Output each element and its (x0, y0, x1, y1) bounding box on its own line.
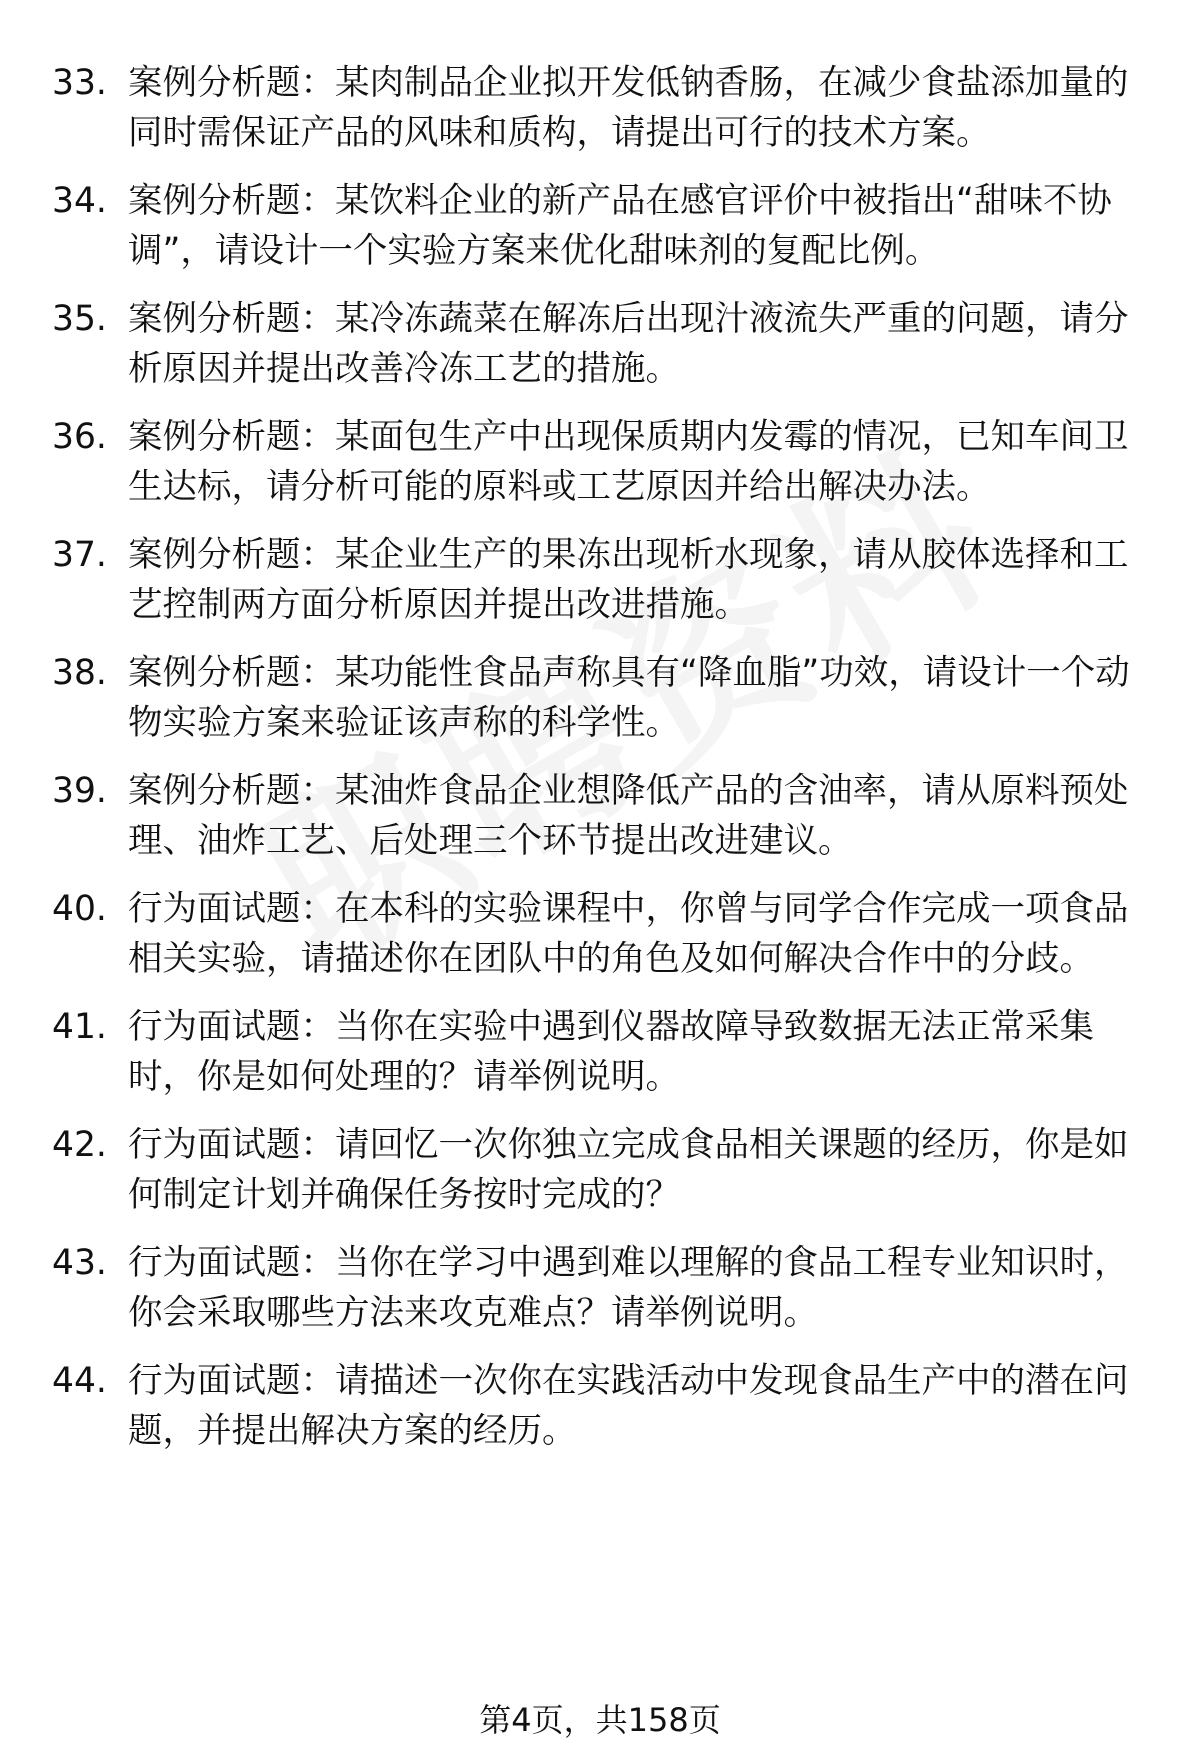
question-number: 40. (52, 889, 107, 929)
question-number: 33. (52, 63, 107, 103)
question-number: 38. (52, 653, 107, 693)
question-text: 案例分析题：某油炸食品企业想降低产品的含油率，请从原料预处理、油炸工艺、后处理三个环节提出改进建议。 (128, 771, 1129, 861)
question-text: 行为面试题：当你在学习中遇到难以理解的食品工程专业知识时，你会采取哪些方法来攻克难点？请举例说明。 (128, 1243, 1129, 1333)
question-item (52, 412, 1152, 512)
question-text: 案例分析题：某肉制品企业拟开发低钠香肠，在减少食盐添加量的同时需保证产品的风味和质构，请提出可行的技术方案。 (128, 63, 1129, 153)
question-item (52, 530, 1152, 630)
question-list (52, 58, 1152, 1456)
question-text: 案例分析题：某面包生产中出现保质期内发霉的情况，已知车间卫生达标，请分析可能的原料或工艺原因并给出解决办法。 (128, 417, 1129, 507)
question-number: 34. (52, 181, 107, 221)
question-item (52, 1002, 1152, 1102)
question-text: 案例分析题：某企业生产的果冻出现析水现象，请从胶体选择和工艺控制两方面分析原因并提出改进措施。 (128, 535, 1129, 625)
question-item (52, 294, 1152, 394)
question-number: 41. (52, 1007, 107, 1047)
question-item (52, 58, 1152, 158)
question-number: 37. (52, 535, 107, 575)
question-text: 行为面试题：当你在实验中遇到仪器故障导致数据无法正常采集时，你是如何处理的？请举例说明。 (128, 1007, 1094, 1097)
question-number: 36. (52, 417, 107, 457)
question-item (52, 884, 1152, 984)
page-footer (0, 1700, 1200, 1740)
question-text: 行为面试题：请回忆一次你独立完成食品相关课题的经历，你是如何制定计划并确保任务按时完成的？ (128, 1125, 1129, 1215)
question-item (52, 766, 1152, 866)
question-number: 44. (52, 1361, 107, 1401)
question-item (52, 1356, 1152, 1456)
question-item (52, 176, 1152, 276)
question-number: 43. (52, 1243, 107, 1283)
question-text: 行为面试题：在本科的实验课程中，你曾与同学合作完成一项食品相关实验，请描述你在团队中的角色及如何解决合作中的分歧。 (128, 889, 1129, 979)
question-number: 39. (52, 771, 107, 811)
question-text: 行为面试题：请描述一次你在实践活动中发现食品生产中的潜在问题，并提出解决方案的经历。 (128, 1361, 1129, 1451)
question-item (52, 1120, 1152, 1220)
question-number: 35. (52, 299, 107, 339)
question-text: 案例分析题：某冷冻蔬菜在解冻后出现汁液流失严重的问题，请分析原因并提出改善冷冻工艺的措施。 (128, 299, 1129, 389)
question-item (52, 1238, 1152, 1338)
page-number-label: 第4页，共158页 (479, 1701, 721, 1739)
question-text: 案例分析题：某功能性食品声称具有“降血脂”功效，请设计一个动物实验方案来验证该声称的科学性。 (128, 653, 1130, 743)
question-number: 42. (52, 1125, 107, 1165)
question-text: 案例分析题：某饮料企业的新产品在感官评价中被指出“甜味不协调”，请设计一个实验方案来优化甜味剂的复配比例。 (128, 181, 1112, 271)
question-item (52, 648, 1152, 748)
